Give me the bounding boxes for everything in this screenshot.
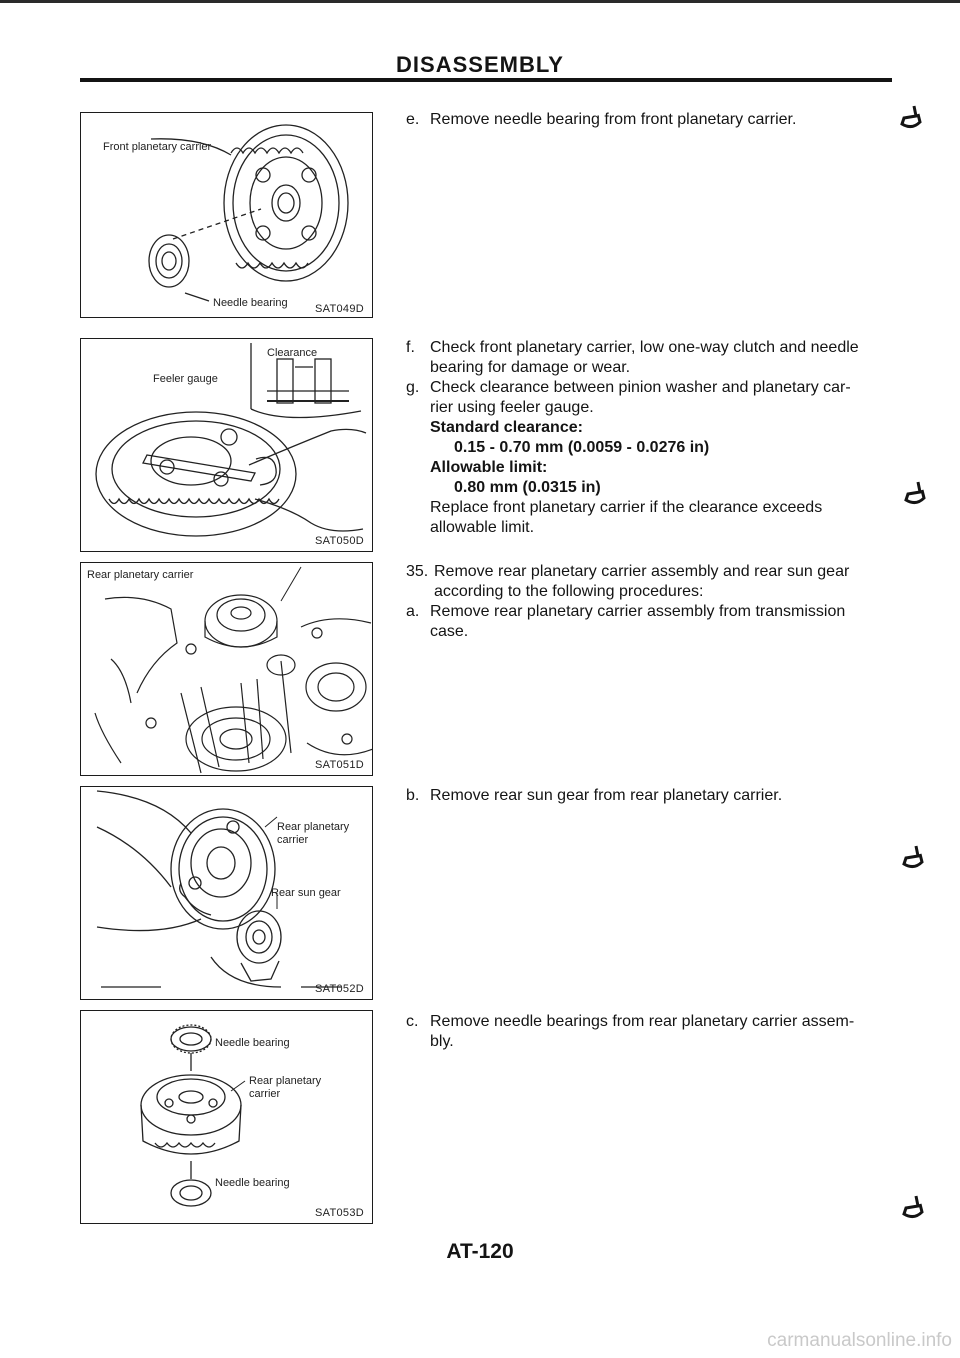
label-rear-planetary-carrier: Rear planetary <box>277 821 350 833</box>
step-b-text: Remove rear sun gear from rear planetary carrier. <box>430 787 783 804</box>
figure-sat053d <box>80 1010 373 1224</box>
figure-code: SAT050D <box>315 535 364 547</box>
step-c-line-1 <box>406 1012 906 1032</box>
label-needle-bearing-top: Needle bearing <box>215 1037 290 1049</box>
figure-sat052d <box>80 786 373 1000</box>
step-a-line-1 <box>406 602 906 622</box>
step-g-text-2: rier using feeler gauge. <box>430 399 594 416</box>
title-rule <box>80 78 892 82</box>
step-marker: b. <box>406 787 420 804</box>
allowable-limit-label: Allowable limit: <box>430 459 548 476</box>
step-g-line-1 <box>406 378 906 398</box>
standard-clearance-value: 0.15 - 0.70 mm (0.0059 - 0.0276 in) <box>454 439 710 456</box>
feeler-gauge-illustration <box>81 339 373 552</box>
figure-code: SAT049D <box>315 303 364 315</box>
step-c-text-2: bly. <box>430 1033 454 1050</box>
label-needle-bearing-bottom: Needle bearing <box>215 1177 290 1189</box>
step-marker: c. <box>406 1013 419 1030</box>
label-front-planetary-carrier: Front planetary carrier <box>103 141 212 153</box>
step-a-text-1: Remove rear planetary carrier assembly from transmission <box>430 603 846 620</box>
scan-top-edge <box>0 0 960 3</box>
margin-tick-mark-icon <box>900 844 926 874</box>
step-e-text: Remove needle bearing from front planetary carrier. <box>430 111 797 128</box>
margin-tick-mark-icon <box>902 480 928 510</box>
step-35 <box>406 562 906 642</box>
transmission-case-illustration <box>81 563 373 776</box>
step-marker: a. <box>406 603 420 620</box>
label-feeler-gauge: Feeler gauge <box>153 373 218 385</box>
step-f-text-2: bearing for damage or wear. <box>430 359 631 376</box>
margin-tick-mark-icon <box>900 1194 926 1224</box>
label-clearance: Clearance <box>267 347 318 359</box>
step-b <box>406 786 906 806</box>
step-c-text-1: Remove needle bearings from rear planetary carrier assem- <box>430 1013 855 1030</box>
label-rear-planetary-carrier: Rear planetary <box>249 1075 322 1087</box>
replace-instruction-2: allowable limit. <box>430 519 535 536</box>
step-marker: f. <box>406 339 415 356</box>
standard-clearance-label: Standard clearance: <box>430 419 583 436</box>
label-needle-bearing: Needle bearing <box>213 297 288 309</box>
label-rear-planetary-carrier-2: carrier <box>249 1088 281 1100</box>
allowable-limit-value: 0.80 mm (0.0315 in) <box>454 479 601 496</box>
figure-code: SAT052D <box>315 983 364 995</box>
step-b-line <box>406 786 906 806</box>
step-a-text-2: case. <box>430 623 469 640</box>
step-35-text-2: according to the following procedures: <box>434 583 704 600</box>
step-35-text-1: Remove rear planetary carrier assembly and rear sun gear <box>434 563 850 580</box>
step-e-line <box>406 110 906 130</box>
step-f-text-1: Check front planetary carrier, low one-way clutch and needle <box>430 339 859 356</box>
step-35-line-1 <box>406 562 906 582</box>
figure-sat049d <box>80 112 373 318</box>
page-title: DISASSEMBLY <box>396 52 564 77</box>
figure-sat050d <box>80 338 373 552</box>
margin-tick-mark-icon <box>898 104 924 134</box>
figure-sat051d <box>80 562 373 776</box>
step-c <box>406 1012 906 1052</box>
label-rear-planetary-carrier: Rear planetary carrier <box>87 569 194 581</box>
label-rear-planetary-carrier-2: carrier <box>277 834 309 846</box>
figure-code: SAT051D <box>315 759 364 771</box>
step-f-g <box>406 338 906 538</box>
page-number: AT-120 <box>446 1240 514 1263</box>
step-g-text-1: Check clearance between pinion washer and planetary car- <box>430 379 851 396</box>
replace-instruction-1: Replace front planetary carrier if the clearance exceeds <box>430 499 823 516</box>
step-f-line-1 <box>406 338 906 358</box>
figure-code: SAT053D <box>315 1207 364 1219</box>
step-marker: 35. <box>406 563 429 580</box>
step-marker: g. <box>406 379 420 396</box>
step-e <box>406 110 906 130</box>
step-marker: e. <box>406 111 420 128</box>
watermark: carmanualsonline.info <box>767 1330 952 1351</box>
label-rear-sun-gear: Rear sun gear <box>271 887 341 899</box>
